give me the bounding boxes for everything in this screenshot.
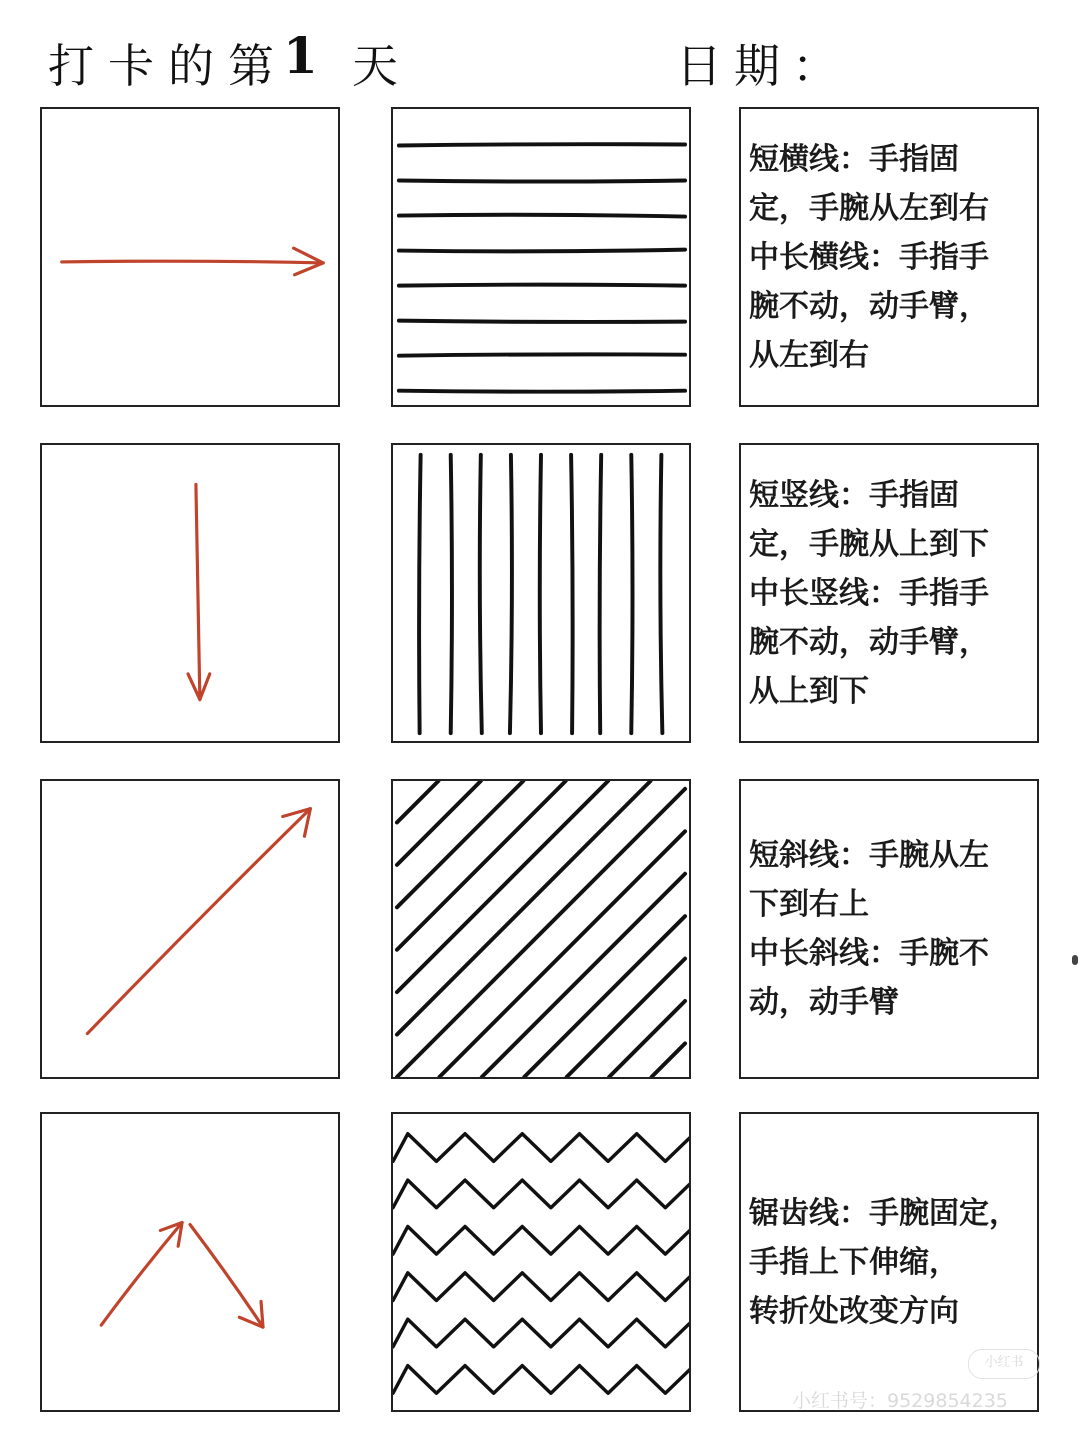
description-zigzag: 锯齿线：手腕固定， 手指上下伸缩， 转折处改变方向 — [749, 1195, 1019, 1329]
pattern-stroke — [419, 455, 421, 733]
description-horizontal: 短横线：手指固 定，手腕从左到右 中长横线：手指手 腕不动，动手臂， 从左到右 — [749, 141, 989, 373]
pattern-stroke — [393, 1319, 689, 1347]
pattern-stroke — [571, 455, 573, 733]
pattern-stroke — [393, 1180, 689, 1208]
arrow-box-vertical — [40, 443, 340, 743]
description-vertical: 短竖线：手指固 定，手腕从上到下 中长竖线：手指手 腕不动，动手臂， 从上到下 — [749, 477, 989, 709]
right-arrow-icon — [42, 109, 338, 405]
pattern-stroke — [524, 916, 685, 1077]
pattern-box-zigzag-lines — [391, 1112, 691, 1412]
pattern-stroke — [399, 215, 685, 217]
pattern-stroke — [397, 781, 608, 992]
title-prefix: 打卡的第 — [48, 39, 288, 93]
pattern-stroke — [482, 874, 685, 1077]
edge-mark — [1072, 955, 1078, 965]
pattern-stroke — [652, 1043, 686, 1077]
arrow-box-zigzag — [40, 1112, 340, 1412]
zigzag-arrow-icon — [42, 1114, 338, 1410]
pattern-stroke — [399, 391, 685, 392]
up-right-arrow-icon — [42, 781, 338, 1077]
watermark-logo: 小红书 — [968, 1349, 1040, 1379]
description-diagonal: 短斜线：手腕从左 下到右上 中长斜线：手腕不 动，动手臂 — [749, 838, 989, 1020]
pattern-stroke — [397, 781, 566, 950]
pattern-stroke — [399, 181, 685, 182]
arrow-box-diagonal — [40, 779, 340, 1079]
diagonal-lines-pattern — [393, 781, 689, 1077]
pattern-box-vertical-lines — [391, 443, 691, 743]
description-box-diagonal — [739, 779, 1039, 1079]
pattern-stroke — [399, 285, 685, 286]
pattern-stroke — [397, 781, 651, 1035]
watermark-id: 小红书号：9529854235 — [792, 1390, 1008, 1412]
pattern-stroke — [660, 455, 662, 733]
pattern-stroke — [393, 1366, 689, 1394]
pattern-stroke — [393, 1273, 689, 1301]
zigzag-lines-pattern — [393, 1114, 689, 1410]
day-number: 1 — [283, 26, 318, 85]
pattern-stroke — [631, 455, 632, 733]
pattern-stroke — [399, 250, 685, 252]
pattern-stroke — [510, 455, 512, 733]
title-suffix: 天 — [352, 39, 398, 93]
pattern-stroke — [451, 455, 452, 733]
pattern-stroke — [393, 1134, 689, 1162]
pattern-box-diagonal-lines — [391, 779, 691, 1079]
date-label: 日期： — [676, 39, 850, 93]
vertical-lines-pattern — [393, 445, 689, 741]
pattern-stroke — [480, 455, 482, 733]
pattern-stroke — [540, 455, 541, 733]
pattern-box-horizontal-lines — [391, 107, 691, 407]
pattern-stroke — [609, 1001, 685, 1077]
pattern-stroke — [397, 781, 438, 822]
horizontal-lines-pattern — [393, 109, 689, 405]
pattern-stroke — [399, 144, 685, 145]
pattern-stroke — [397, 781, 481, 865]
page-header — [0, 22, 1080, 102]
arrow-box-horizontal — [40, 107, 340, 407]
description-box-horizontal — [739, 107, 1039, 407]
pattern-stroke — [399, 321, 685, 322]
pattern-stroke — [600, 455, 602, 733]
pattern-stroke — [393, 1226, 689, 1254]
pattern-stroke — [399, 354, 685, 355]
pattern-stroke — [397, 789, 685, 1077]
down-arrow-icon — [42, 445, 338, 741]
description-box-vertical — [739, 443, 1039, 743]
